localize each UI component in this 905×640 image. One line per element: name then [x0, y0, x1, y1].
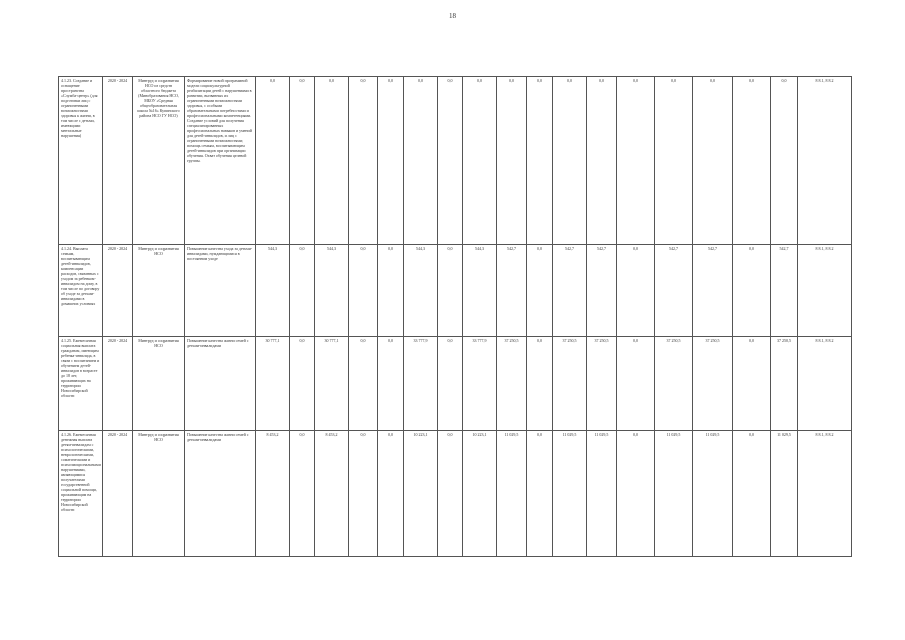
value-cell: 0,0 — [349, 77, 378, 245]
value-cell: 11 029,5 — [771, 431, 798, 557]
value-cell: 0,0 — [527, 245, 553, 337]
goal-cell: 8 8.1, 8 8.2 — [798, 245, 852, 337]
value-cell: 0,0 — [349, 245, 378, 337]
value-cell: 0,0 — [290, 431, 315, 557]
value-cell: 0,0 — [617, 431, 655, 557]
value-cell: 10 223,1 — [463, 431, 497, 557]
measure-name-cell: 4.1.23. Создание и оснащение пространства «Служба-центр» (для подготовки лиц с ограниченными возможностями здоровья к жизни, в том числе с детьми, имеющими ментальные нарушения) — [59, 77, 103, 245]
value-cell: 0,0 — [290, 337, 315, 431]
value-cell: 0,0 — [553, 77, 587, 245]
value-cell: 0,0 — [438, 431, 463, 557]
value-cell: 37 250,5 — [655, 337, 693, 431]
value-cell: 0,0 — [733, 77, 771, 245]
value-cell: 0,0 — [733, 431, 771, 557]
result-cell: Повышение качества жизни семей с детьми-инвалидами — [185, 337, 256, 431]
page-number: 18 — [449, 12, 456, 20]
value-cell: 37 250,5 — [497, 337, 527, 431]
value-cell: 0,0 — [771, 77, 798, 245]
value-cell: 0,0 — [378, 245, 404, 337]
value-cell: 11 029,5 — [587, 431, 617, 557]
value-cell: 544,3 — [404, 245, 438, 337]
result-cell: Формирование новой программной модели социокультурной реабилитации детей с нарушениями в развитии, вызванных их ограниченными возможностями здоровья, с особыми образовательными потребностями и профессиональными компетенциями. Создание условий для получения специализированных профессиональных навыков и умений для детей-инвалидов, и лиц с ограниченными возможностями; помощь семьям, воспитывающим детей-инвалидов при организации обучения. Охват обучения целевой группы. — [185, 77, 256, 245]
program-measures-table — [58, 76, 852, 557]
value-cell: 33 777,9 — [463, 337, 497, 431]
value-cell: 0,0 — [617, 337, 655, 431]
value-cell: 0,0 — [527, 431, 553, 557]
value-cell: 542,7 — [693, 245, 733, 337]
value-cell: 0,0 — [655, 77, 693, 245]
value-cell: 11 029,5 — [655, 431, 693, 557]
measure-name-cell: 4.1.25. Ежемесячная социальная выплата гражданам, имеющим ребенка-инвалида, в связи с воспитанием и обучением детей-инвалидов в возрасте до 18 лет, проживающих на территории Новосибирской области — [59, 337, 103, 431]
value-cell: 11 029,5 — [553, 431, 587, 557]
value-cell: 33 777,9 — [404, 337, 438, 431]
value-cell: 0,0 — [315, 77, 349, 245]
value-cell: 0,0 — [378, 77, 404, 245]
table-row — [59, 431, 852, 557]
value-cell: 542,7 — [553, 245, 587, 337]
period-cell: 2020 - 2024 — [103, 77, 133, 245]
value-cell: 37 250,5 — [693, 337, 733, 431]
result-cell: Повышение качества жизни семей с детьми-инвалидами — [185, 431, 256, 557]
measure-name-cell: 4.1.26. Ежемесячная денежная выплата детям-инвалидам с психологическими, неврологическими, соматическими и психоэмоциональными нарушениями, являющимися получателями государственной социальной помощи, проживающим на территории Новосибирской области — [59, 431, 103, 557]
value-cell: 542,7 — [587, 245, 617, 337]
value-cell: 0,0 — [693, 77, 733, 245]
value-cell: 0,0 — [438, 245, 463, 337]
value-cell: 0,0 — [290, 77, 315, 245]
value-cell: 11 029,5 — [693, 431, 733, 557]
value-cell: 8 453,2 — [256, 431, 290, 557]
value-cell: 0,0 — [404, 77, 438, 245]
value-cell: 8 453,2 — [315, 431, 349, 557]
result-cell: Повышение качества ухода за детьми-инвалидами, нуждающимися в постоянном уходе — [185, 245, 256, 337]
value-cell: 37 250,5 — [553, 337, 587, 431]
period-cell: 2020 - 2024 — [103, 431, 133, 557]
value-cell: 0,0 — [256, 77, 290, 245]
goal-cell: 8 8.1, 8 8.2 — [798, 431, 852, 557]
value-cell: 10 223,1 — [404, 431, 438, 557]
goal-cell: 8 8.1, 8 8.2 — [798, 337, 852, 431]
value-cell: 544,3 — [315, 245, 349, 337]
value-cell: 30 777,1 — [256, 337, 290, 431]
period-cell: 2020 - 2024 — [103, 337, 133, 431]
table-row — [59, 77, 852, 245]
executor-cell: Минтруд и соцразвития НСО из средств областного бюджета (Минобразования НСО, МБОУ «Средняя общеобразовательная школа №16» Купинского района НСО ГУ НСО) — [133, 77, 185, 245]
value-cell: 544,3 — [463, 245, 497, 337]
value-cell: 0,0 — [587, 77, 617, 245]
value-cell: 37 250,5 — [771, 337, 798, 431]
value-cell: 544,3 — [256, 245, 290, 337]
value-cell: 0,0 — [349, 337, 378, 431]
value-cell: 0,0 — [733, 245, 771, 337]
executor-cell: Минтруд и соцразвития НСО — [133, 337, 185, 431]
value-cell: 0,0 — [527, 337, 553, 431]
value-cell: 0,0 — [617, 77, 655, 245]
executor-cell: Минтруд и соцразвития НСО — [133, 431, 185, 557]
goal-cell: 8 8.1, 8 8.2 — [798, 77, 852, 245]
table-row — [59, 245, 852, 337]
value-cell: 542,7 — [497, 245, 527, 337]
value-cell: 0,0 — [378, 337, 404, 431]
value-cell: 0,0 — [349, 431, 378, 557]
table-row — [59, 337, 852, 431]
value-cell: 0,0 — [733, 337, 771, 431]
value-cell: 0,0 — [378, 431, 404, 557]
value-cell: 0,0 — [438, 77, 463, 245]
value-cell: 0,0 — [290, 245, 315, 337]
value-cell: 542,7 — [771, 245, 798, 337]
value-cell: 11 029,5 — [497, 431, 527, 557]
value-cell: 542,7 — [655, 245, 693, 337]
value-cell: 30 777,1 — [315, 337, 349, 431]
value-cell: 0,0 — [438, 337, 463, 431]
executor-cell: Минтруд и соцразвития НСО — [133, 245, 185, 337]
value-cell: 0,0 — [463, 77, 497, 245]
measure-name-cell: 4.1.24. Выплата семьям, воспитывающим детей-инвалидов, компенсации расходов, связанных с уходом за ребенком-инвалидом на дому, в том числе по договору об уходе за детьми-инвалидами в домашних условиях — [59, 245, 103, 337]
value-cell: 0,0 — [617, 245, 655, 337]
period-cell: 2020 - 2024 — [103, 245, 133, 337]
value-cell: 37 250,5 — [587, 337, 617, 431]
value-cell: 0,0 — [497, 77, 527, 245]
value-cell: 0,0 — [527, 77, 553, 245]
